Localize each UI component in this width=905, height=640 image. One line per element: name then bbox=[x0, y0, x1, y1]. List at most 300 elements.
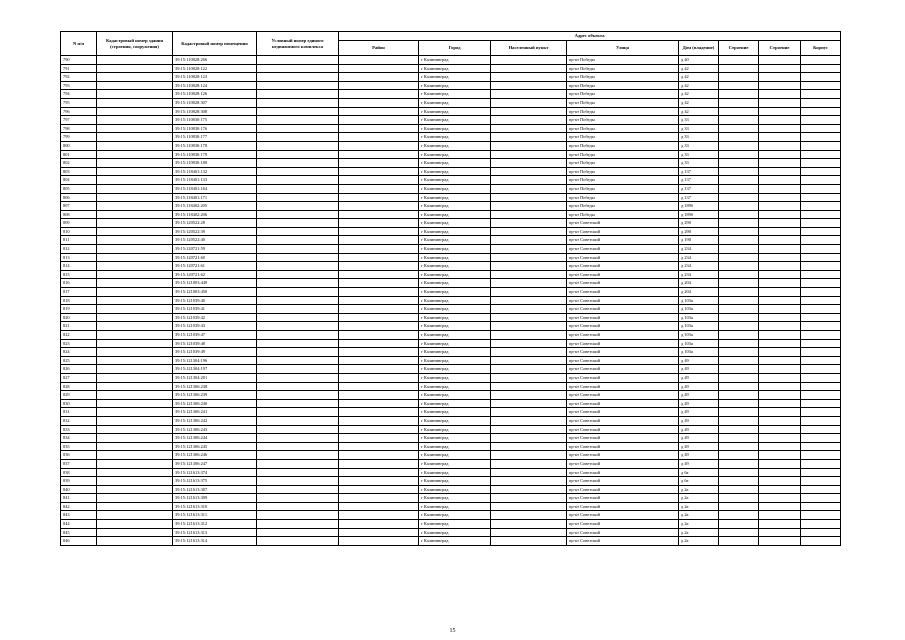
cell-cad-building bbox=[97, 459, 173, 468]
cell-cad-room: 39:15:121306:240 bbox=[173, 399, 257, 408]
cell-num: 794 bbox=[61, 90, 97, 99]
cell-house: д 2а bbox=[679, 537, 719, 546]
cell-district bbox=[339, 451, 419, 460]
cell-korpus2 bbox=[759, 485, 801, 494]
cell-cad-building bbox=[97, 193, 173, 202]
cell-cad-building bbox=[97, 537, 173, 546]
cell-corpus bbox=[801, 408, 841, 417]
table-header-row bbox=[61, 32, 841, 41]
cell-cad-room: 39:15:110830:178 bbox=[173, 141, 257, 150]
cell-corpus bbox=[801, 90, 841, 99]
cell-district bbox=[339, 262, 419, 271]
cell-city: г Калининград bbox=[419, 322, 491, 331]
cell-num: 844 bbox=[61, 520, 97, 529]
cell-cad-building bbox=[97, 468, 173, 477]
header-street: Улица bbox=[567, 41, 679, 56]
cell-korpus1 bbox=[719, 150, 759, 159]
cell-unique-complex bbox=[257, 537, 339, 546]
cell-cad-building bbox=[97, 116, 173, 125]
cell-district bbox=[339, 382, 419, 391]
cell-cad-room: 39:15:121039:47 bbox=[173, 331, 257, 340]
cell-corpus bbox=[801, 176, 841, 185]
cell-unique-complex bbox=[257, 494, 339, 503]
cell-cad-building bbox=[97, 184, 173, 193]
cell-house: д 33 bbox=[679, 124, 719, 133]
cell-house: д 137 bbox=[679, 176, 719, 185]
cell-street: пр-кт Победы bbox=[567, 150, 679, 159]
cell-cad-building bbox=[97, 520, 173, 529]
cell-house: д 33 bbox=[679, 116, 719, 125]
cell-corpus bbox=[801, 416, 841, 425]
cell-cad-building bbox=[97, 494, 173, 503]
table-row bbox=[61, 468, 841, 477]
cell-city: г Калининград bbox=[419, 408, 491, 417]
cell-district bbox=[339, 141, 419, 150]
cell-corpus bbox=[801, 73, 841, 82]
cell-settlement bbox=[491, 494, 567, 503]
cell-cad-room: 39:15:121306:238 bbox=[173, 382, 257, 391]
cell-city: г Калининград bbox=[419, 253, 491, 262]
cell-corpus bbox=[801, 305, 841, 314]
cell-unique-complex bbox=[257, 313, 339, 322]
cell-house: д 137 bbox=[679, 193, 719, 202]
cell-num: 836 bbox=[61, 451, 97, 460]
cell-street: пр-кт Советский bbox=[567, 451, 679, 460]
cell-settlement bbox=[491, 425, 567, 434]
cell-street: пр-кт Советский bbox=[567, 485, 679, 494]
cell-district bbox=[339, 227, 419, 236]
cell-corpus bbox=[801, 322, 841, 331]
cell-district bbox=[339, 107, 419, 116]
cell-street: пр-кт Советский bbox=[567, 408, 679, 417]
cell-unique-complex bbox=[257, 331, 339, 340]
cell-num: 833 bbox=[61, 425, 97, 434]
cell-district bbox=[339, 528, 419, 537]
cell-district bbox=[339, 373, 419, 382]
cell-city: г Калининград bbox=[419, 98, 491, 107]
cell-city: г Калининград bbox=[419, 434, 491, 443]
cell-district bbox=[339, 485, 419, 494]
cell-settlement bbox=[491, 373, 567, 382]
cell-korpus1 bbox=[719, 73, 759, 82]
cell-city: г Калининград bbox=[419, 279, 491, 288]
cell-corpus bbox=[801, 537, 841, 546]
cell-city: г Калининград bbox=[419, 459, 491, 468]
cell-settlement bbox=[491, 279, 567, 288]
cell-settlement bbox=[491, 331, 567, 340]
cell-corpus bbox=[801, 399, 841, 408]
cell-korpus1 bbox=[719, 348, 759, 357]
cell-cad-room: 39:15:121039:48 bbox=[173, 339, 257, 348]
cell-corpus bbox=[801, 262, 841, 271]
cell-cad-room: 39:15:121306:245 bbox=[173, 442, 257, 451]
cell-house: д 49 bbox=[679, 356, 719, 365]
cell-street: пр-кт Победы bbox=[567, 193, 679, 202]
table-row bbox=[61, 159, 841, 168]
cell-corpus bbox=[801, 219, 841, 228]
cell-street: пр-кт Советский bbox=[567, 399, 679, 408]
cell-street: пр-кт Победы bbox=[567, 81, 679, 90]
cell-settlement bbox=[491, 502, 567, 511]
cell-corpus bbox=[801, 502, 841, 511]
cell-cad-room: 39:15:121306:244 bbox=[173, 434, 257, 443]
cell-num: 790 bbox=[61, 56, 97, 65]
cell-corpus bbox=[801, 279, 841, 288]
cell-street: пр-кт Советский bbox=[567, 236, 679, 245]
table-row bbox=[61, 451, 841, 460]
cell-cad-room: 39:15:121613:314 bbox=[173, 537, 257, 546]
cell-settlement bbox=[491, 73, 567, 82]
cell-street: пр-кт Советский bbox=[567, 270, 679, 279]
cell-unique-complex bbox=[257, 64, 339, 73]
cell-korpus2 bbox=[759, 73, 801, 82]
table-row bbox=[61, 296, 841, 305]
cell-unique-complex bbox=[257, 176, 339, 185]
cell-settlement bbox=[491, 124, 567, 133]
cell-street: пр-кт Советский bbox=[567, 305, 679, 314]
cell-corpus bbox=[801, 391, 841, 400]
cell-num: 828 bbox=[61, 382, 97, 391]
cell-cad-building bbox=[97, 202, 173, 211]
cell-cad-building bbox=[97, 90, 173, 99]
cell-korpus2 bbox=[759, 339, 801, 348]
cell-corpus bbox=[801, 227, 841, 236]
cell-korpus2 bbox=[759, 459, 801, 468]
cell-cad-room: 39:15:120721:62 bbox=[173, 270, 257, 279]
cell-city: г Калининград bbox=[419, 107, 491, 116]
cell-house: д 2а bbox=[679, 485, 719, 494]
table-row bbox=[61, 133, 841, 142]
cell-korpus1 bbox=[719, 81, 759, 90]
cell-cad-building bbox=[97, 391, 173, 400]
cell-korpus2 bbox=[759, 124, 801, 133]
cell-house: д 49 bbox=[679, 391, 719, 400]
cell-unique-complex bbox=[257, 485, 339, 494]
cell-city: г Калининград bbox=[419, 528, 491, 537]
cell-num: 813 bbox=[61, 253, 97, 262]
cell-city: г Калининград bbox=[419, 451, 491, 460]
table-row bbox=[61, 245, 841, 254]
cell-unique-complex bbox=[257, 262, 339, 271]
cell-corpus bbox=[801, 348, 841, 357]
cell-num: 810 bbox=[61, 227, 97, 236]
cell-district bbox=[339, 442, 419, 451]
cell-korpus2 bbox=[759, 502, 801, 511]
cell-city: г Калининград bbox=[419, 64, 491, 73]
cell-corpus bbox=[801, 141, 841, 150]
cell-korpus1 bbox=[719, 253, 759, 262]
cell-city: г Калининград bbox=[419, 331, 491, 340]
cell-district bbox=[339, 193, 419, 202]
cell-unique-complex bbox=[257, 73, 339, 82]
cell-cad-building bbox=[97, 373, 173, 382]
cell-street: пр-кт Советский bbox=[567, 434, 679, 443]
cell-korpus1 bbox=[719, 425, 759, 434]
cell-street: пр-кт Советский bbox=[567, 373, 679, 382]
cell-num: 804 bbox=[61, 176, 97, 185]
cell-cad-room: 39:15:121304:196 bbox=[173, 356, 257, 365]
cell-house: д 2а bbox=[679, 494, 719, 503]
cell-korpus1 bbox=[719, 528, 759, 537]
cell-korpus2 bbox=[759, 468, 801, 477]
cell-city: г Калининград bbox=[419, 141, 491, 150]
cell-district bbox=[339, 81, 419, 90]
cell-settlement bbox=[491, 193, 567, 202]
cell-korpus1 bbox=[719, 451, 759, 460]
cell-cad-room: 39:15:110828:124 bbox=[173, 81, 257, 90]
cell-corpus bbox=[801, 442, 841, 451]
cell-num: 799 bbox=[61, 133, 97, 142]
cell-cad-room: 39:15:110830:180 bbox=[173, 159, 257, 168]
cell-cad-room: 39:15:110830:176 bbox=[173, 124, 257, 133]
cell-korpus2 bbox=[759, 408, 801, 417]
cell-korpus2 bbox=[759, 227, 801, 236]
cell-cad-room: 39:15:121613:310 bbox=[173, 502, 257, 511]
cell-num: 818 bbox=[61, 296, 97, 305]
cell-house: д 33 bbox=[679, 141, 719, 150]
cell-district bbox=[339, 124, 419, 133]
cell-corpus bbox=[801, 331, 841, 340]
cell-cad-building bbox=[97, 176, 173, 185]
cell-city: г Калининград bbox=[419, 477, 491, 486]
cell-district bbox=[339, 348, 419, 357]
cell-street: пр-кт Советский bbox=[567, 382, 679, 391]
cell-korpus1 bbox=[719, 322, 759, 331]
cell-settlement bbox=[491, 348, 567, 357]
cell-cad-room: 39:15:121306:242 bbox=[173, 416, 257, 425]
cell-settlement bbox=[491, 64, 567, 73]
cell-num: 796 bbox=[61, 107, 97, 116]
cell-cad-building bbox=[97, 133, 173, 142]
cell-district bbox=[339, 468, 419, 477]
cell-district bbox=[339, 176, 419, 185]
cell-city: г Калининград bbox=[419, 494, 491, 503]
cell-city: г Калининград bbox=[419, 227, 491, 236]
cell-unique-complex bbox=[257, 382, 339, 391]
table-row bbox=[61, 348, 841, 357]
cell-korpus2 bbox=[759, 434, 801, 443]
cell-unique-complex bbox=[257, 348, 339, 357]
cell-unique-complex bbox=[257, 159, 339, 168]
cell-corpus bbox=[801, 107, 841, 116]
table-row bbox=[61, 442, 841, 451]
cell-cad-building bbox=[97, 279, 173, 288]
cell-settlement bbox=[491, 176, 567, 185]
table-row bbox=[61, 313, 841, 322]
cell-city: г Калининград bbox=[419, 537, 491, 546]
table-row bbox=[61, 322, 841, 331]
cell-corpus bbox=[801, 64, 841, 73]
table-row bbox=[61, 502, 841, 511]
cell-korpus2 bbox=[759, 133, 801, 142]
cell-house: д 290 bbox=[679, 219, 719, 228]
cell-korpus1 bbox=[719, 184, 759, 193]
cell-settlement bbox=[491, 485, 567, 494]
cell-cad-room: 39:15:121304:201 bbox=[173, 373, 257, 382]
cell-house: д 2а bbox=[679, 502, 719, 511]
cell-korpus1 bbox=[719, 416, 759, 425]
cell-street: пр-кт Советский bbox=[567, 365, 679, 374]
cell-district bbox=[339, 219, 419, 228]
cell-district bbox=[339, 202, 419, 211]
cell-cad-building bbox=[97, 107, 173, 116]
cell-unique-complex bbox=[257, 279, 339, 288]
table-row bbox=[61, 425, 841, 434]
cell-district bbox=[339, 236, 419, 245]
cell-settlement bbox=[491, 133, 567, 142]
cell-house: д 49 bbox=[679, 382, 719, 391]
cell-city: г Калининград bbox=[419, 193, 491, 202]
cell-corpus bbox=[801, 245, 841, 254]
cell-cad-room: 39:15:118401:133 bbox=[173, 176, 257, 185]
cell-district bbox=[339, 331, 419, 340]
cell-district bbox=[339, 459, 419, 468]
cell-corpus bbox=[801, 373, 841, 382]
table-row bbox=[61, 236, 841, 245]
cell-street: пр-кт Советский bbox=[567, 262, 679, 271]
cell-korpus2 bbox=[759, 305, 801, 314]
table-row bbox=[61, 56, 841, 65]
cell-num: 835 bbox=[61, 442, 97, 451]
cell-settlement bbox=[491, 210, 567, 219]
cell-korpus2 bbox=[759, 64, 801, 73]
cell-house: д 49 bbox=[679, 451, 719, 460]
cell-korpus1 bbox=[719, 202, 759, 211]
cell-settlement bbox=[491, 141, 567, 150]
cell-settlement bbox=[491, 434, 567, 443]
cell-city: г Калининград bbox=[419, 210, 491, 219]
cell-cad-building bbox=[97, 245, 173, 254]
cell-cad-building bbox=[97, 442, 173, 451]
cell-unique-complex bbox=[257, 477, 339, 486]
cell-corpus bbox=[801, 451, 841, 460]
table-row bbox=[61, 408, 841, 417]
cell-cad-building bbox=[97, 141, 173, 150]
cell-street: пр-кт Советский bbox=[567, 253, 679, 262]
cell-unique-complex bbox=[257, 399, 339, 408]
cell-korpus2 bbox=[759, 202, 801, 211]
cell-city: г Калининград bbox=[419, 313, 491, 322]
cell-cad-room: 39:15:121039:49 bbox=[173, 348, 257, 357]
cell-korpus1 bbox=[719, 511, 759, 520]
cell-cad-room: 39:15:118401:171 bbox=[173, 193, 257, 202]
cell-corpus bbox=[801, 313, 841, 322]
cell-street: пр-кт Победы bbox=[567, 56, 679, 65]
cell-unique-complex bbox=[257, 98, 339, 107]
cell-settlement bbox=[491, 339, 567, 348]
cell-district bbox=[339, 356, 419, 365]
cell-settlement bbox=[491, 451, 567, 460]
cell-cad-room: 39:15:121039:43 bbox=[173, 322, 257, 331]
cell-city: г Калининград bbox=[419, 425, 491, 434]
cell-cad-room: 39:15:121613:307 bbox=[173, 485, 257, 494]
cell-unique-complex bbox=[257, 253, 339, 262]
cell-korpus2 bbox=[759, 245, 801, 254]
cell-district bbox=[339, 184, 419, 193]
cell-korpus2 bbox=[759, 253, 801, 262]
cell-unique-complex bbox=[257, 150, 339, 159]
table-row bbox=[61, 373, 841, 382]
cell-street: пр-кт Советский bbox=[567, 494, 679, 503]
cell-district bbox=[339, 408, 419, 417]
cell-cad-room: 39:15:118401:132 bbox=[173, 167, 257, 176]
cell-settlement bbox=[491, 270, 567, 279]
cell-house: д 2а bbox=[679, 520, 719, 529]
cell-street: пр-кт Советский bbox=[567, 296, 679, 305]
cell-num: 817 bbox=[61, 288, 97, 297]
cell-cad-building bbox=[97, 98, 173, 107]
table-row bbox=[61, 90, 841, 99]
cell-korpus2 bbox=[759, 288, 801, 297]
cell-corpus bbox=[801, 288, 841, 297]
cell-korpus2 bbox=[759, 313, 801, 322]
cell-cad-building bbox=[97, 270, 173, 279]
cell-cad-room: 39:15:121613:309 bbox=[173, 494, 257, 503]
cell-cad-room: 39:15:121003:450 bbox=[173, 288, 257, 297]
cell-street: пр-кт Советский bbox=[567, 279, 679, 288]
cell-street: пр-кт Советский bbox=[567, 227, 679, 236]
cell-city: г Калининград bbox=[419, 219, 491, 228]
table-row bbox=[61, 382, 841, 391]
cell-unique-complex bbox=[257, 81, 339, 90]
cell-district bbox=[339, 279, 419, 288]
cell-settlement bbox=[491, 288, 567, 297]
cell-korpus1 bbox=[719, 107, 759, 116]
cell-settlement bbox=[491, 90, 567, 99]
cell-settlement bbox=[491, 477, 567, 486]
cell-cad-room: 39:15:121306:247 bbox=[173, 459, 257, 468]
cell-street: пр-кт Советский bbox=[567, 459, 679, 468]
cell-corpus bbox=[801, 485, 841, 494]
cell-unique-complex bbox=[257, 502, 339, 511]
cell-district bbox=[339, 167, 419, 176]
cell-cad-building bbox=[97, 253, 173, 262]
table-row bbox=[61, 98, 841, 107]
cell-settlement bbox=[491, 296, 567, 305]
cell-house: д 49 bbox=[679, 416, 719, 425]
cell-num: 793 bbox=[61, 81, 97, 90]
cell-corpus bbox=[801, 159, 841, 168]
cell-unique-complex bbox=[257, 245, 339, 254]
cell-street: пр-кт Советский bbox=[567, 245, 679, 254]
cell-corpus bbox=[801, 296, 841, 305]
cell-corpus bbox=[801, 468, 841, 477]
cell-settlement bbox=[491, 537, 567, 546]
cell-cad-room: 39:15:110828:122 bbox=[173, 64, 257, 73]
cell-street: пр-кт Советский bbox=[567, 442, 679, 451]
cell-korpus1 bbox=[719, 159, 759, 168]
cell-street: пр-кт Советский bbox=[567, 425, 679, 434]
cell-korpus1 bbox=[719, 56, 759, 65]
cell-cad-building bbox=[97, 124, 173, 133]
table-row bbox=[61, 184, 841, 193]
cell-korpus2 bbox=[759, 116, 801, 125]
cell-settlement bbox=[491, 528, 567, 537]
cell-city: г Калининград bbox=[419, 356, 491, 365]
cell-unique-complex bbox=[257, 227, 339, 236]
cell-cad-building bbox=[97, 262, 173, 271]
cell-cad-building bbox=[97, 236, 173, 245]
cell-district bbox=[339, 159, 419, 168]
cell-district bbox=[339, 296, 419, 305]
cell-corpus bbox=[801, 434, 841, 443]
cell-city: г Калининград bbox=[419, 202, 491, 211]
cell-house: д 49 bbox=[679, 373, 719, 382]
cell-street: пр-кт Победы bbox=[567, 167, 679, 176]
cell-district bbox=[339, 90, 419, 99]
cell-num: 841 bbox=[61, 494, 97, 503]
cell-house: д 49 bbox=[679, 408, 719, 417]
